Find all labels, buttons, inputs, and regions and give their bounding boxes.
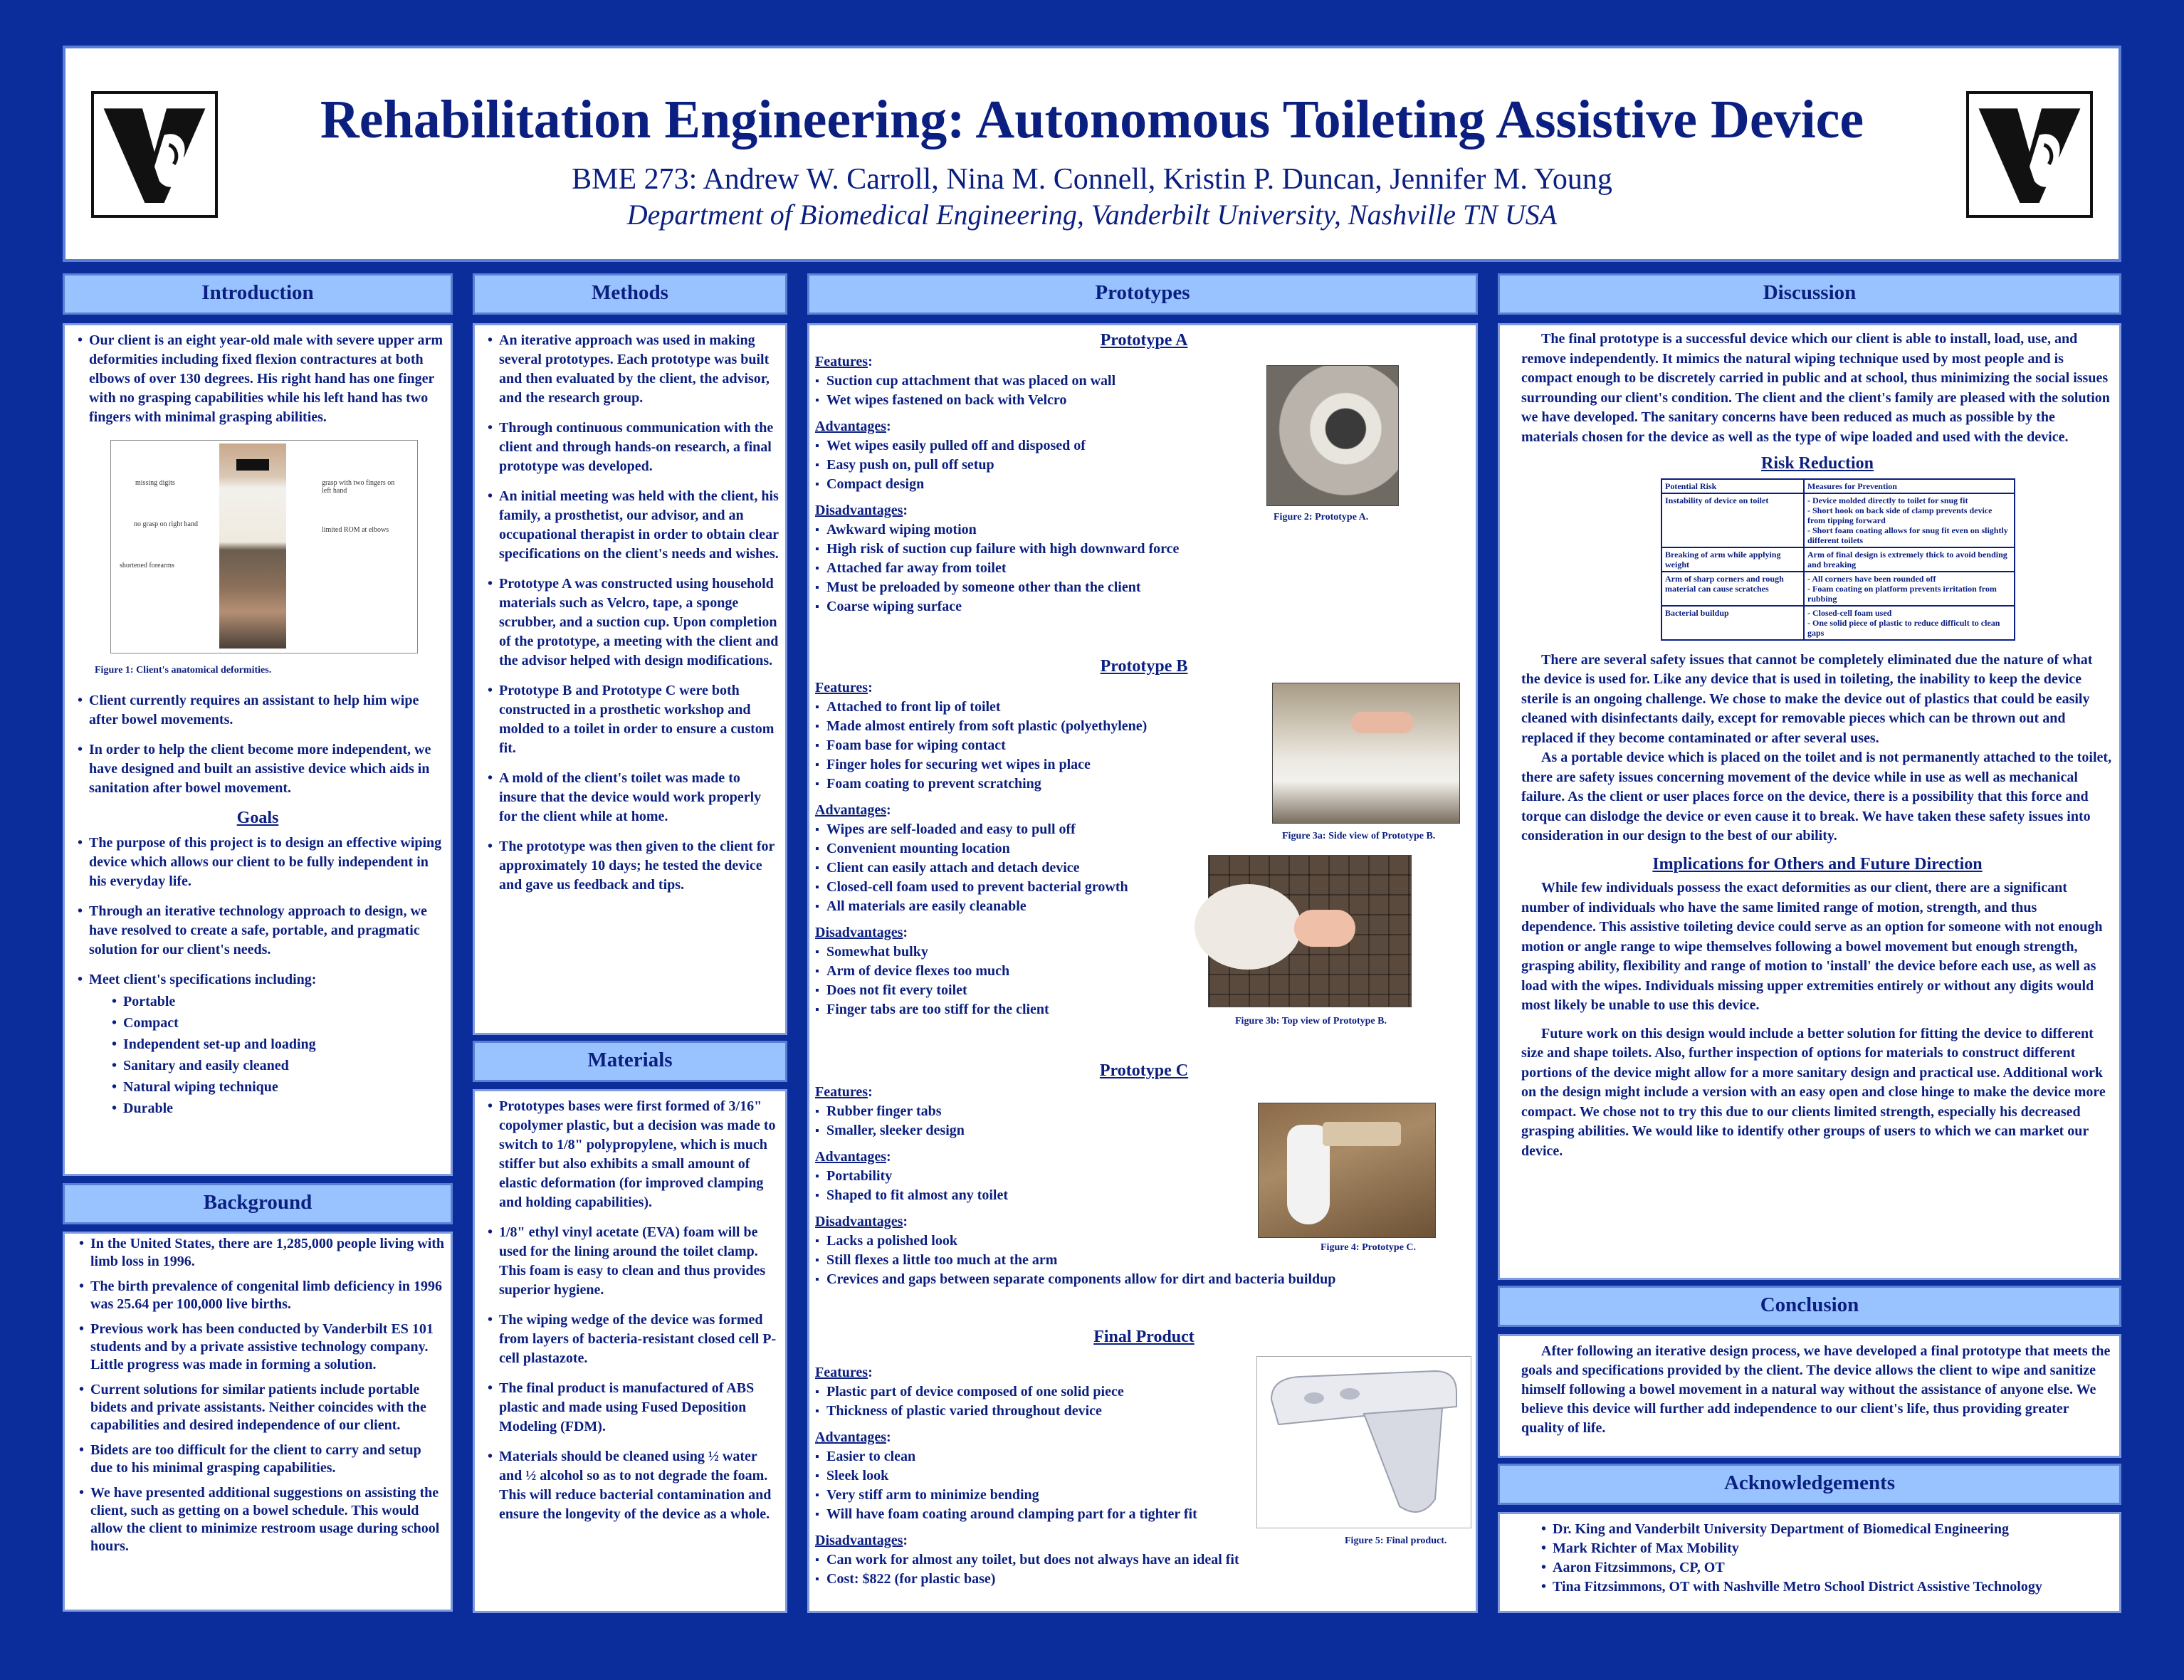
disadvantage-item: ▪ Coarse wiping surface <box>815 597 1285 616</box>
discussion-text: Future work on this design would include a better solution for fitting the device to different size and shape toilets. Also, further inspection of options for materials to construct different portions of the device might allow for a more sanitary design and practical use. Additional work on the design might include a version with an easy open and close hinge to make the device more compact. We chose not to try this due to our clients limited strength, especially his decreased grasping abilities. We would like to identify other groups of users to which we can market our device. <box>1521 1025 2106 1159</box>
poster-title: Rehabilitation Engineering: Autonomous Toileting Assistive Device <box>320 90 1864 149</box>
disadvantage-item: ▪ Must be preloaded by someone other than the client <box>815 578 1285 597</box>
risk-cell: Bacterial buildup <box>1661 606 1804 640</box>
conclusion-header: Conclusion <box>1498 1286 2121 1327</box>
disadvantages-label: Disadvantages <box>815 1214 903 1229</box>
advantage-item: ▪ Easier to clean <box>815 1447 1470 1466</box>
disadvantage-item: ▪ Does not fit every toilet <box>815 981 1285 1000</box>
methods-bullet: • Prototype A was constructed using household materials such as Velcro, tape, a sponge scrubber, and a suction cup. Upon completion of the prototype, a meeting with the client and the advisor helped with design modifications. <box>499 574 781 671</box>
feature-item: ▪ Attached to front lip of toilet <box>815 698 1285 717</box>
methods-header: Methods <box>473 273 787 315</box>
final-product-details: Features: ▪ Plastic part of device composed of one solid piece ▪ Thickness of plastic varied throughout device Advantages: ▪ Easier to clean ▪ Sleek look ▪ Very stiff arm to minimize bending ▪ Will have foam coating around clamping part for a tighter fit Disadvantages: ▪ Can work for almost any toilet, but does not always have an ideal fit ▪ Cost: $822 (for plastic base) <box>815 1363 1470 1589</box>
measure-line: - Short hook on back side of clamp prevents device from tipping forward <box>1807 505 1993 525</box>
figure-1-caption: Figure 1: Client's anatomical deformities. <box>95 665 272 676</box>
features-label: Features <box>815 1084 868 1100</box>
disadvantage-item: ▪ Crevices and gaps between separate components allow for dirt and bacteria buildup <box>815 1270 1470 1289</box>
features-label: Features <box>815 1365 868 1380</box>
conclusion-panel <box>1498 1334 2121 1458</box>
fig1-label: missing digits <box>135 479 175 487</box>
prototype-c-photo <box>1258 1103 1436 1238</box>
methods-panel <box>473 323 787 1035</box>
introduction-header: Introduction <box>63 273 453 315</box>
materials-bullet: • Materials should be cleaned using ½ water and ½ alcohol so as to not degrade the foam. This will reduce bacterial contamination and ensure the longevity of the device as a whole. <box>499 1447 781 1524</box>
final-product-title: Final Product <box>1093 1328 1195 1346</box>
spec-item: • Independent set-up and loading <box>123 1035 446 1054</box>
background-bullet: • Bidets are too difficult for the client to carry and setup due to his minimal grasping capabilities. <box>90 1442 446 1477</box>
prototype-a-caption: Figure 2: Prototype A. <box>1274 512 1369 523</box>
feature-item: ▪ Foam coating to prevent scratching <box>815 775 1285 794</box>
goal-bullet <box>89 970 446 1118</box>
materials-bullet: • 1/8" ethyl vinyl acetate (EVA) foam will be used for the lining around the toilet clamp. This foam is easy to clean and thus provides superior hygiene. <box>499 1223 781 1300</box>
goal-bullet: • The purpose of this project is to design an effective wiping device which allows our client to be fully independent in his everyday life. <box>89 834 446 891</box>
materials-bullet: • Prototypes bases were first formed of 3/16" copolymer plastic, but a decision was made to switch to 1/8" polypropylene, which is much stiffer but also exhibits a small amount of elastic deformation (for improved clamping and holding capabilities). <box>499 1097 781 1212</box>
final-product-drawing <box>1257 1357 1471 1528</box>
goal-text: Meet client's specifications including: <box>89 972 317 987</box>
feature-item: ▪ Rubber finger tabs <box>815 1102 1470 1121</box>
risk-cell: Instability of device on toilet <box>1661 493 1804 547</box>
goals-title: Goals <box>236 809 279 827</box>
prototype-b-details: Features: ▪ Attached to front lip of toilet ▪ Made almost entirely from soft plastic (polyethylene) ▪ Foam base for wiping contact ▪ Finger holes for securing wet wipes in place ▪ Foam coating to prevent scratching Advantages: ▪ Wipes are self-loaded and easy to pull off ▪ Convenient mounting location ▪ Client can easily attach and detach device ▪ Closed-cell foam used to prevent bacterial growth ▪ All materials are easily cleanable Disadvantages: ▪ Somewhat bulky ▪ Arm of device flexes too much ▪ Does not fit every toilet ▪ Finger tabs are too stiff for the client <box>815 678 1285 1019</box>
prototype-c-title: Prototype C <box>1099 1061 1189 1080</box>
disadvantage-item: ▪ Can work for almost any toilet, but does not always have an ideal fit <box>815 1550 1470 1570</box>
disadvantage-item: ▪ Cost: $822 (for plastic base) <box>815 1570 1470 1589</box>
risk-table <box>1661 478 2015 641</box>
acknowledgement-item: • Aaron Fitzsimmons, CP, OT <box>1553 1558 2114 1577</box>
background-bullet: • In the United States, there are 1,285,000 people living with limb loss in 1996. <box>90 1235 446 1271</box>
spec-item: • Portable <box>123 992 446 1012</box>
advantages-label: Advantages <box>815 1429 887 1445</box>
disadvantages-label: Disadvantages <box>815 503 903 518</box>
advantage-item: ▪ Will have foam coating around clamping part for a tighter fit <box>815 1505 1470 1524</box>
advantage-item: ▪ Wet wipes easily pulled off and disposed of <box>815 436 1285 456</box>
feature-item: ▪ Finger holes for securing wet wipes in place <box>815 755 1285 775</box>
features-label: Features <box>815 680 868 695</box>
spec-item: • Sanitary and easily cleaned <box>123 1056 446 1076</box>
poster-authors: BME 273: Andrew W. Carroll, Nina M. Connell, Kristin P. Duncan, Jennifer M. Young <box>572 163 1612 196</box>
conclusion-text: After following an iterative design process, we have developed a final prototype that meets the goals and specifications provided by the client. The device allows the client to wipe and sanitize himself following a bowel movement in a natural way without the assistance of anyone else. We believe this device will further add independence to our client's life, thus providing greater quality of life. <box>1521 1343 2111 1436</box>
fig1-label: no grasp on right hand <box>134 520 198 528</box>
prototype-b-top-photo <box>1208 855 1412 1007</box>
risk-cell: Arm of sharp corners and rough material can cause scratches <box>1661 572 1804 606</box>
figure-1 <box>110 440 418 653</box>
measure-cell <box>1804 547 2015 572</box>
poster-department: Department of Biomedical Engineering, Vanderbilt University, Nashville TN USA <box>626 199 1558 231</box>
implications-title: Implications for Others and Future Direction <box>1652 854 1983 873</box>
measure-line: - Closed-cell foam used <box>1807 607 1892 618</box>
prototype-a-photo <box>1266 365 1399 506</box>
title-banner <box>63 46 2121 262</box>
final-product-caption: Figure 5: Final product. <box>1345 1535 1447 1546</box>
advantages-label: Advantages <box>815 419 887 434</box>
foam-pad <box>1351 712 1414 733</box>
fig1-label: shortened forearms <box>120 562 174 569</box>
spec-item: • Natural wiping technique <box>123 1078 446 1097</box>
toilet-bowl <box>1195 884 1301 970</box>
discussion-panel <box>1498 323 2121 1280</box>
disadvantages-label: Disadvantages <box>815 1533 903 1548</box>
prototype-b-top-caption: Figure 3b: Top view of Prototype B. <box>1235 1016 1387 1027</box>
background-bullet: • The birth prevalence of congenital limb deficiency in 1996 was 25.64 per 100,000 live births. <box>90 1278 446 1313</box>
disadvantage-item: ▪ Still flexes a little too much at the arm <box>815 1251 1470 1270</box>
risk-row <box>1661 547 2015 572</box>
disadvantage-item: ▪ High risk of suction cup failure with high downward force <box>815 540 1285 559</box>
materials-bullet: • The final product is manufactured of ABS plastic and made using Fused Deposition Modeling (FDM). <box>499 1379 781 1437</box>
discussion-paragraph <box>1521 748 2114 846</box>
discussion-paragraph <box>1521 651 2114 749</box>
discussion-paragraph <box>1521 878 2114 1016</box>
risk-reduction-title: Risk Reduction <box>1760 454 1874 473</box>
materials-header: Materials <box>473 1041 787 1082</box>
methods-bullet: • A mold of the client's toilet was made to insure that the device would work properly for the client while at home. <box>499 769 781 826</box>
risk-row <box>1661 572 2015 606</box>
advantage-item: ▪ Very stiff arm to minimize bending <box>815 1486 1470 1505</box>
risk-cell: Breaking of arm while applying weight <box>1661 547 1804 572</box>
advantages-label: Advantages <box>815 1149 887 1165</box>
disadvantage-item: ▪ Somewhat bulky <box>815 943 1285 962</box>
discussion-text: As a portable device which is placed on the toilet and is not permanently attached to the toilet, there are safety issues concerning movement of the device while in use as well as mechanical failure. As the client or user places force on the device, there is a possibility that this force and torque can dislodge the device or even cause it to break. We have taken these safety issues into consideration in our design to the best of our ability. <box>1521 750 2112 844</box>
measure-cell <box>1804 493 2015 547</box>
finger-tab <box>1323 1122 1401 1146</box>
methods-bullet: • An iterative approach was used in making several prototypes. Each prototype was built and then evaluated by the client, the advisor, and the research group. <box>499 331 781 408</box>
methods-bullet: • An initial meeting was held with the client, his family, a prosthetist, our advisor, and an occupational therapist in order to obtain clear specifications on the client's needs and wishes. <box>499 487 781 564</box>
methods-bullet: • The prototype was then given to the client for approximately 10 days; he tested the device and gave us feedback and tips. <box>499 837 781 895</box>
final-product-render <box>1256 1356 1471 1528</box>
advantage-item: ▪ Convenient mounting location <box>815 839 1285 859</box>
face-redaction <box>236 459 269 471</box>
feature-item: ▪ Wet wipes fastened on back with Velcro <box>815 391 1285 410</box>
measure-cell <box>1804 572 2015 606</box>
materials-panel <box>473 1089 787 1613</box>
risk-row <box>1661 606 2015 640</box>
advantage-item: ▪ All materials are easily cleanable <box>815 897 1285 916</box>
discussion-header: Discussion <box>1498 273 2121 315</box>
measure-cell <box>1804 606 2015 640</box>
discussion-paragraph <box>1521 330 2114 447</box>
features-label: Features <box>815 354 868 369</box>
feature-item: ▪ Foam base for wiping contact <box>815 736 1285 755</box>
feature-item: ▪ Smaller, sleeker design <box>815 1121 1470 1140</box>
disadvantage-item: ▪ Attached far away from toilet <box>815 559 1285 578</box>
measure-line: - Device molded directly to toilet for snug fit <box>1807 495 1968 505</box>
feature-item: ▪ Suction cup attachment that was placed on wall <box>815 372 1285 391</box>
measure-line: - All corners have been rounded off <box>1807 573 1936 584</box>
advantages-label: Advantages <box>815 802 887 818</box>
prototype-c-details: Features: ▪ Rubber finger tabs ▪ Smaller, sleeker design Advantages: ▪ Portability ▪ Shaped to fit almost any toilet Disadvantages: ▪ Lacks a polished look ▪ Still flexes a little too much at the arm ▪ Crevices and gaps between separate components allow for dirt and bacteria buildup <box>815 1083 1470 1289</box>
fig1-label: grasp with two fingers on left hand <box>322 479 395 495</box>
background-panel <box>63 1232 453 1612</box>
discussion-text: There are several safety issues that cannot be completely eliminated due the nature of what the device is used for. Like any device that is used in toileting, the inability to keep the device sterile is an ongoing challenge. We chose to make the device out of plastics that could be easily cleaned with disinfectants daily, except for removable pieces which can be thrown out and replaced if they become contaminated or after several uses. <box>1521 651 2093 746</box>
advantage-item: ▪ Wipes are self-loaded and easy to pull off <box>815 820 1285 839</box>
prototype-a-details: Features: ▪ Suction cup attachment that was placed on wall ▪ Wet wipes fastened on back with Velcro Advantages: ▪ Wet wipes easily pulled off and disposed of ▪ Easy push on, pull off setup ▪ Compact design Disadvantages: ▪ Awkward wiping motion ▪ High risk of suction cup failure with high downward force ▪ Attached far away from toilet ▪ Must be preloaded by someone other than the client ▪ Coarse wiping surface <box>815 352 1285 616</box>
discussion-text: The final prototype is a successful device which our client is able to install, load, use, and remove independently. It mimics the natural wiping technique used by most people and is compact enough to be discretely carried in public and at school, thus minimizing the social issues surrounding our client's condition. The client and the client's family are pleased with the solution we have developed. The sanitary concerns have been reduced as much as possible by the materials chosen for the device as well as the type of wipe loaded and used with the device. <box>1521 331 2110 445</box>
prototype-a-title: Prototype A <box>1100 331 1188 350</box>
intro-bullet: • In order to help the client become more independent, we have designed and built an assistive device which aids in sanitation after bowel movement. <box>89 740 446 798</box>
advantage-item: ▪ Easy push on, pull off setup <box>815 456 1285 475</box>
prototype-b-side-photo <box>1272 683 1460 824</box>
materials-bullet: • The wiping wedge of the device was formed from layers of bacteria-resistant closed cell P-cell plastazote. <box>499 1311 781 1368</box>
prototype-b-title: Prototype B <box>1100 657 1188 676</box>
introduction-panel <box>63 323 453 1176</box>
background-bullet: • We have presented additional suggestions on assisting the client, such as getting on a bowel schedule. This would allow the client to minimize restroom usage during school hours. <box>90 1484 446 1555</box>
advantage-item: ▪ Compact design <box>815 475 1285 494</box>
feature-item: ▪ Plastic part of device composed of one solid piece <box>815 1382 1470 1402</box>
disadvantages-label: Disadvantages <box>815 925 903 940</box>
risk-header: Measures for Prevention <box>1804 479 2015 493</box>
measure-line: - One solid piece of plastic to reduce difficult to clean gaps <box>1807 617 2000 638</box>
feature-item: ▪ Thickness of plastic varied throughout device <box>815 1402 1470 1421</box>
spec-item: • Durable <box>123 1099 446 1118</box>
advantage-item: ▪ Sleek look <box>815 1466 1470 1486</box>
background-bullet: • Previous work has been conducted by Vanderbilt ES 101 students and by a private assistive technology company. Little progress was made in forming a solution. <box>90 1321 446 1374</box>
acknowledgement-item: • Tina Fitzsimmons, OT with Nashville Metro School District Assistive Technology <box>1553 1577 2114 1597</box>
acknowledgements-header: Acknowledgements <box>1498 1464 2121 1505</box>
background-header: Background <box>63 1183 453 1224</box>
advantage-item: ▪ Closed-cell foam used to prevent bacterial growth <box>815 878 1285 897</box>
risk-row <box>1661 493 2015 547</box>
intro-bullet: • Client currently requires an assistant to help him wipe after bowel movements. <box>89 691 446 730</box>
disadvantage-item: ▪ Lacks a polished look <box>815 1232 1470 1251</box>
prototype-c-caption: Figure 4: Prototype C. <box>1321 1242 1417 1253</box>
prototype-b-side-caption: Figure 3a: Side view of Prototype B. <box>1282 831 1436 841</box>
goal-bullet: • Through an iterative technology approach to design, we have resolved to create a safe, portable, and pragmatic solution for our client's needs. <box>89 902 446 960</box>
client-photo <box>219 443 286 649</box>
device-pad <box>1294 910 1355 947</box>
discussion-paragraph <box>1521 1024 2114 1162</box>
intro-bullet: • Our client is an eight year-old male with severe upper arm deformities including fixed flexion contractures at both elbows of over 130 degrees. His right hand has one finger with no grasping capabilities while his left hand has two fingers with minimal grasping abilities. <box>89 331 446 427</box>
prototypes-header: Prototypes <box>807 273 1478 315</box>
acknowledgement-item: • Dr. King and Vanderbilt University Department of Biomedical Engineering <box>1553 1520 2114 1539</box>
acknowledgement-item: • Mark Richter of Max Mobility <box>1553 1539 2114 1558</box>
disadvantage-item: ▪ Arm of device flexes too much <box>815 962 1285 981</box>
methods-bullet: • Prototype B and Prototype C were both constructed in a prosthetic workshop and molded to a toilet in order to ensure a custom fit. <box>499 681 781 758</box>
advantage-item: ▪ Portability <box>815 1167 1470 1186</box>
advantage-item: ▪ Client can easily attach and detach device <box>815 859 1285 878</box>
fig1-label: limited ROM at elbows <box>322 526 389 534</box>
discussion-text: While few individuals possess the exact deformities as our client, there are a significant number of individuals who have the same limited range of motion, strength, and thus dependence. This assistive toileting device could serve as an option for someone with not enough motion or angle range to wipe themselves following a bowel movement but enough strength, grasping ability, flexibility and range of motion to 'install' the device before each use, as well as load with the wipes. Individuals missing upper extremities entirely or without any digits would most likely be unable to use this device. <box>1521 880 2103 1013</box>
spec-item: • Compact <box>123 1014 446 1033</box>
disadvantage-item: ▪ Finger tabs are too stiff for the client <box>815 1000 1285 1019</box>
acknowledgements-panel <box>1498 1512 2121 1613</box>
prototypes-panel <box>807 323 1478 1613</box>
measure-line: - Short foam coating allows for snug fit even on slightly different toilets <box>1807 525 2008 545</box>
background-bullet: • Current solutions for similar patients include portable bidets and private assistants. Neither coincides with the capabilities and desired independence of our client. <box>90 1381 446 1434</box>
measure-line: - Foam coating on platform prevents irritation from rubbing <box>1807 583 1997 604</box>
feature-item: ▪ Made almost entirely from soft plastic (polyethylene) <box>815 717 1285 736</box>
methods-bullet: • Through continuous communication with the client and through hands-on research, a final prototype was developed. <box>499 419 781 476</box>
disadvantage-item: ▪ Awkward wiping motion <box>815 520 1285 540</box>
measure-line: Arm of final design is extremely thick to avoid bending and breaking <box>1807 549 2007 569</box>
advantage-item: ▪ Shaped to fit almost any toilet <box>815 1186 1470 1205</box>
risk-header: Potential Risk <box>1661 479 1804 493</box>
